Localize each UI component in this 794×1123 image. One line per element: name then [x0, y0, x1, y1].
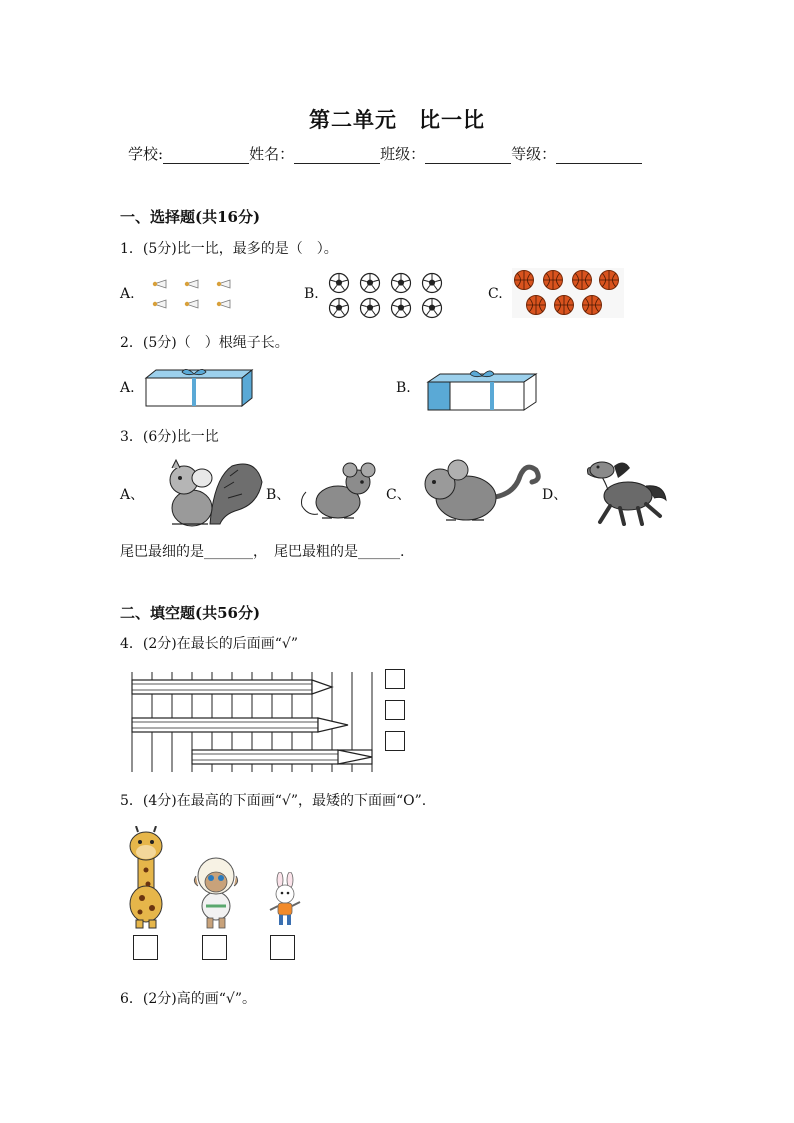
question-2-text: 2．(5分)（ ）根绳子长。 — [120, 335, 289, 351]
name-blank[interactable] — [294, 149, 380, 164]
sheep-image — [192, 854, 240, 930]
squirrel-image — [158, 458, 264, 528]
giraffe-icon — [120, 826, 172, 930]
gift-box-a — [144, 366, 254, 410]
q1-option-b-label[interactable]: B. — [304, 286, 319, 302]
question-1-text: 1．(5分)比一比，最多的是（ ）。 — [120, 241, 338, 257]
elephant-mouse-image — [418, 458, 544, 528]
answer-box-pencil-3[interactable] — [385, 731, 405, 751]
school-blank[interactable] — [163, 149, 249, 164]
answer-box-rabbit[interactable] — [270, 935, 295, 960]
answer-box-pencil-2[interactable] — [385, 700, 405, 720]
page-title: 第二单元 比一比 — [309, 107, 485, 132]
q3-option-c-label[interactable]: C、 — [386, 487, 411, 503]
q3-option-d-label[interactable]: D、 — [542, 487, 568, 503]
answer-box-pencil-1[interactable] — [385, 669, 405, 689]
q1-option-c-label[interactable]: C. — [488, 286, 503, 302]
pencils-icon — [128, 668, 376, 776]
soccer-ball-icon — [326, 270, 450, 322]
student-info-line — [128, 143, 642, 164]
q1-option-a-label[interactable]: A. — [120, 286, 135, 302]
horse-icon — [584, 456, 668, 530]
question-5-text: 5．(4分)在最高的下面画“√”，最矮的下面画“O”. — [120, 793, 427, 809]
q3-option-b-label[interactable]: B、 — [266, 487, 291, 503]
gift-box-icon — [426, 366, 538, 414]
giraffe-image — [120, 826, 172, 930]
section-heading-fill: 二、填空题(共56分) — [120, 604, 261, 622]
rabbit-icon — [266, 872, 304, 930]
section-heading-choice: 一、选择题(共16分) — [120, 208, 261, 226]
shuttlecock-icon-group — [148, 274, 238, 316]
grade-blank[interactable] — [556, 149, 642, 164]
shuttlecock-icon — [148, 274, 238, 316]
pencil-grid-image — [128, 668, 376, 776]
gift-box-icon — [144, 366, 254, 410]
horse-image — [584, 456, 668, 530]
q3-option-a-label[interactable]: A、 — [120, 487, 145, 503]
q3-answer-line[interactable]: 尾巴最细的是_______， 尾巴最粗的是______. — [120, 544, 405, 560]
answer-box-sheep[interactable] — [202, 935, 227, 960]
name-label: 姓名： — [249, 145, 295, 163]
basketball-icon — [512, 268, 624, 318]
gift-box-b — [426, 366, 538, 414]
question-3-text: 3．(6分)比一比 — [120, 429, 219, 445]
q2-option-b-label[interactable]: B. — [396, 380, 411, 396]
question-6-text: 6．(2分)高的画“√”。 — [120, 991, 256, 1007]
sheep-icon — [192, 854, 240, 930]
big-eared-mouse-icon — [418, 458, 544, 528]
school-label: 学校: — [128, 145, 164, 163]
class-blank[interactable] — [425, 149, 511, 164]
rabbit-image — [266, 872, 304, 930]
answer-box-giraffe[interactable] — [133, 935, 158, 960]
soccer-ball-group — [326, 270, 450, 322]
class-label: 班级： — [380, 145, 426, 163]
q2-option-a-label[interactable]: A. — [120, 380, 135, 396]
mouse-image — [298, 462, 382, 524]
squirrel-icon — [158, 458, 264, 528]
grade-label: 等级： — [511, 145, 557, 163]
question-4-text: 4．(2分)在最长的后面画“√” — [120, 636, 298, 652]
basketball-group — [512, 268, 624, 318]
mouse-icon — [298, 462, 382, 524]
